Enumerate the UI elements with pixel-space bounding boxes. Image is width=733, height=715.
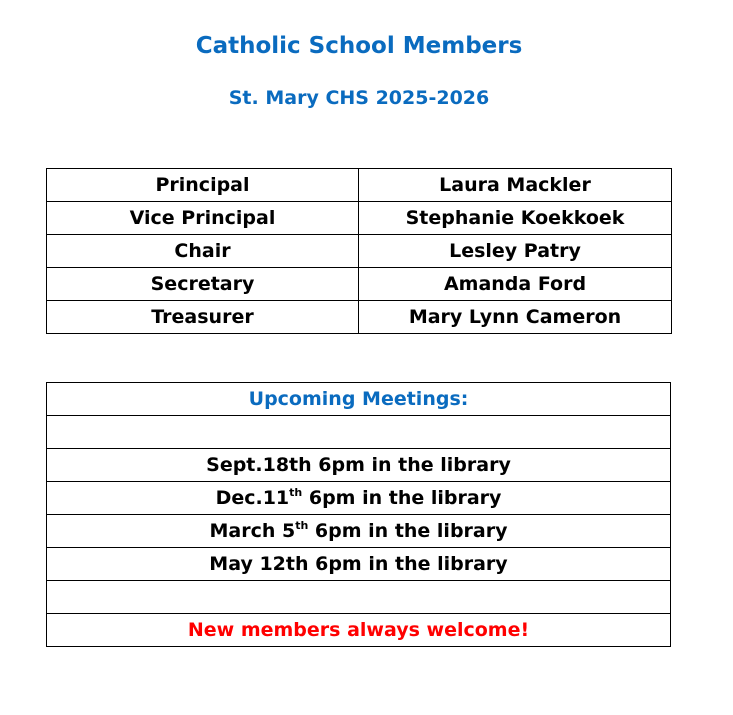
page-subtitle: St. Mary CHS 2025-2026 xyxy=(228,87,490,109)
member-role: Treasurer xyxy=(47,301,359,334)
meeting-text: Dec.11 xyxy=(215,487,290,509)
table-row xyxy=(47,449,671,482)
meeting-item xyxy=(47,482,671,515)
empty-cell xyxy=(47,416,671,449)
table-row xyxy=(47,548,671,581)
member-name: Amanda Ford xyxy=(359,268,672,301)
member-role: Principal xyxy=(47,169,359,202)
table-row xyxy=(47,202,672,235)
member-name: Mary Lynn Cameron xyxy=(359,301,672,334)
meeting-item xyxy=(47,515,671,548)
meeting-text: 6pm in the library xyxy=(302,487,502,509)
meeting-text: Sept.18th 6pm in the library xyxy=(206,454,511,476)
meeting-item xyxy=(47,548,671,581)
table-row xyxy=(47,515,671,548)
members-table xyxy=(46,168,672,334)
meeting-text: May 12th 6pm in the library xyxy=(209,553,508,575)
table-row xyxy=(47,235,672,268)
member-name: Lesley Patry xyxy=(359,235,672,268)
table-row xyxy=(47,416,671,449)
member-name: Laura Mackler xyxy=(359,169,672,202)
table-row xyxy=(47,301,672,334)
table-row xyxy=(47,614,671,647)
meetings-heading: Upcoming Meetings: xyxy=(47,383,671,416)
meeting-text: 6pm in the library xyxy=(308,520,508,542)
table-row xyxy=(47,383,671,416)
member-role: Secretary xyxy=(47,268,359,301)
meeting-item xyxy=(47,449,671,482)
table-row xyxy=(47,482,671,515)
table-row xyxy=(47,581,671,614)
table-row xyxy=(47,268,672,301)
meetings-table xyxy=(46,382,671,647)
welcome-message: New members always welcome! xyxy=(47,614,671,647)
page-title: Catholic School Members xyxy=(195,33,523,59)
ordinal-suffix: th xyxy=(295,519,309,532)
member-name: Stephanie Koekkoek xyxy=(359,202,672,235)
meeting-text: March 5 xyxy=(209,520,296,542)
ordinal-suffix: th xyxy=(289,486,303,499)
member-role: Chair xyxy=(47,235,359,268)
member-role: Vice Principal xyxy=(47,202,359,235)
empty-cell xyxy=(47,581,671,614)
table-row xyxy=(47,169,672,202)
